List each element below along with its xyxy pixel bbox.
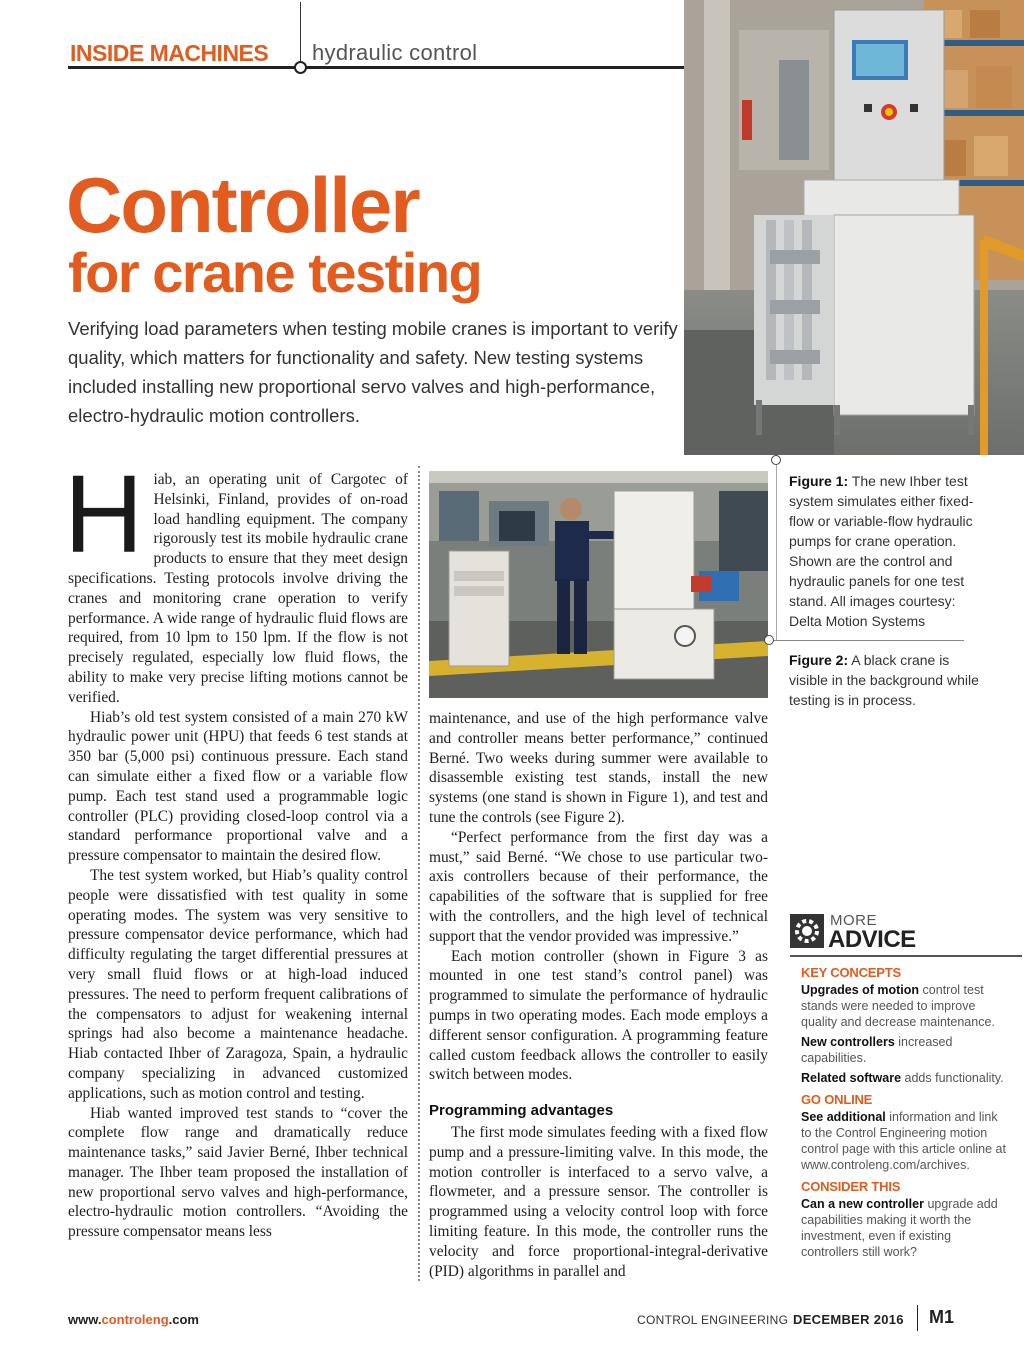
body-paragraph: The first mode simulates feeding with a fixed flow pump and a pressure-limiting valve. In this mode, the motion controller is interfaced to a servo valve, a flowmeter, and a pressure sensor. The controller is programmed using a velocity control loop with force limiting feature. In this mode, the controller runs the velocity and force proportional-integral-derivative (PID) algorithms in parallel and (429, 1123, 768, 1280)
advice-item: Upgrades of motion control test stands were needed to improve quality and decrease maintenance. (801, 983, 995, 1029)
subhead: Programming advantages (429, 1102, 614, 1120)
column-separator (418, 466, 420, 1281)
caption-dot (771, 455, 781, 465)
figure-1-label: Figure 1: (789, 473, 849, 489)
advice-item: Related software adds functionality. (801, 1071, 1004, 1085)
header-rule-dot (294, 61, 307, 74)
caption-dot (764, 635, 774, 645)
figure-2-label: Figure 2: (789, 652, 849, 668)
body-paragraph: The test system worked, but Hiab’s quality control people were dissatisfied with test quality in some operating modes. The system was very sensitive to pressure compensator device performance, which had difficulty regulating the target differential pressures at very small fluid flows or at high-load induced pressures. The need to perform frequent calibrations of the compensators to adjust for weakening internal springs had also become a maintenance headache. Hiab contacted Ihber of Zaragoza, Spain, a hydraulic company specializing in advanced customized applications, such as motion control and testing. (68, 866, 408, 1102)
header-rule (68, 66, 684, 69)
more-advice-more: MORE (830, 912, 877, 929)
body-paragraph: maintenance, and use of the high performance valve and controller means better performance,” continued Berné. Two weeks during summer were available to disassemble existing test stands, install the new systems (one stand is shown in Figure 1), and test and tune the controls (see Figure 2). (429, 710, 768, 826)
gear-icon (790, 914, 824, 948)
body-paragraph: Hiab wanted improved test stands to “cover the complete flow range and dramatically reduce maintenance tasks,” said Javier Berné, Ihber technical manager. The Ihber team proposed the installation of new proportional servo valves and high-performance, electro-hydraulic motion controllers. “Avoiding the pressure compensator means less (68, 1104, 408, 1241)
figure-2-text: A black crane is visible in the background while testing is in process. (789, 652, 979, 708)
article-title: Controller (66, 161, 419, 249)
advice-heading-key-concepts: KEY CONCEPTS (801, 965, 901, 980)
more-advice-title: ADVICE (828, 926, 916, 953)
advice-rule (790, 955, 1022, 957)
footer-magazine: CONTROL ENGINEERING (637, 1313, 789, 1327)
figure-1-caption (789, 471, 989, 631)
body-column-2 (429, 709, 768, 1281)
advice-heading-go-online: GO ONLINE (801, 1092, 873, 1107)
advice-item: See additional information and link to the Control Engineering motion control page with this article online at www.controleng.com/archives. (801, 1110, 1006, 1172)
caption-leader-line (776, 455, 777, 640)
more-advice-header (790, 912, 1010, 954)
figure-1-text: The new Ihber test system simulates either fixed-flow or variable-flow hydraulic pumps for crane operation. Shown are the control and hydraulic panels for one test stand. All images courtesy: Delta Motion Systems (789, 473, 974, 629)
body-paragraph: Each motion controller (shown in Figure 3 as mounted in one test stand’s control panel) was programmed to simulate the performance of hydraulic pumps in two operating modes. Each mode employs a different sensor configuration. A programming feature called custom feedback allows the controller to easily switch between modes. (429, 947, 768, 1084)
figure-1-photo (684, 0, 1024, 455)
advice-item: New controllers increased capabilities. (801, 1035, 953, 1065)
drop-cap: H (64, 453, 144, 576)
article-title-line-2: for crane testing (68, 241, 482, 304)
page-number: M1 (929, 1307, 955, 1327)
section-subtitle: hydraulic control (312, 40, 478, 65)
body-paragraph: iab, an operating unit of Cargotec of Helsinki, Finland, provides of on-road load handling equipment. The company rigorously test its mobile hydraulic crane products to ensure that they meet design specifications. Testing protocols involve driving the cranes and monitoring crane operation to verify performance. A wide range of hydraulic fluid flows are required, from 10 lpm to 150 lpm. If the flow is not precisely regulated, especially low fluid flows, the ability to make very precise lifting motions cannot be verified. (68, 471, 408, 706)
figure-2-caption (789, 650, 989, 710)
footer-url[interactable]: www.controleng.com (68, 1312, 199, 1327)
article-deck: Verifying load parameters when testing mobile cranes is important to verify quality, which matters for functionality and safety. New testing systems included installing new proportional servo valves and high-performance, electro-hydraulic motion controllers. (68, 318, 678, 426)
body-paragraph: Hiab’s old test system consisted of a main 270 kW hydraulic power unit (HPU) that feeds 6 test stands at 350 bar (5,000 psi) continuous pressure. Each stand can simulate either a fixed flow or a variable flow pump. Each test stand used a programmable logic controller (PLC) providing closed-loop control via a standard performance proportional valve and a pressure compensator to maintain the desired flow. (68, 708, 408, 865)
body-column-1 (64, 453, 408, 1242)
advice-heading-consider-this: CONSIDER THIS (801, 1179, 901, 1194)
figure-2-photo (429, 471, 768, 698)
footer-separator (917, 1305, 918, 1331)
footer-date: DECEMBER 2016 (793, 1312, 904, 1327)
caption-rule (770, 640, 964, 641)
section-title: INSIDE MACHINES (70, 40, 269, 66)
more-advice-box (801, 965, 1006, 1264)
body-paragraph: “Perfect performance from the first day was a must,” said Berné. “We chose to use particular two-axis controllers because of their performance, the capabilities of the software that is supplied for free with the controllers, and the high level of technical support that the vendor provided was impressive.” (429, 828, 768, 945)
advice-item: Can a new controller upgrade add capabilities making it worth the investment, even if existing controllers still work? (801, 1197, 998, 1259)
